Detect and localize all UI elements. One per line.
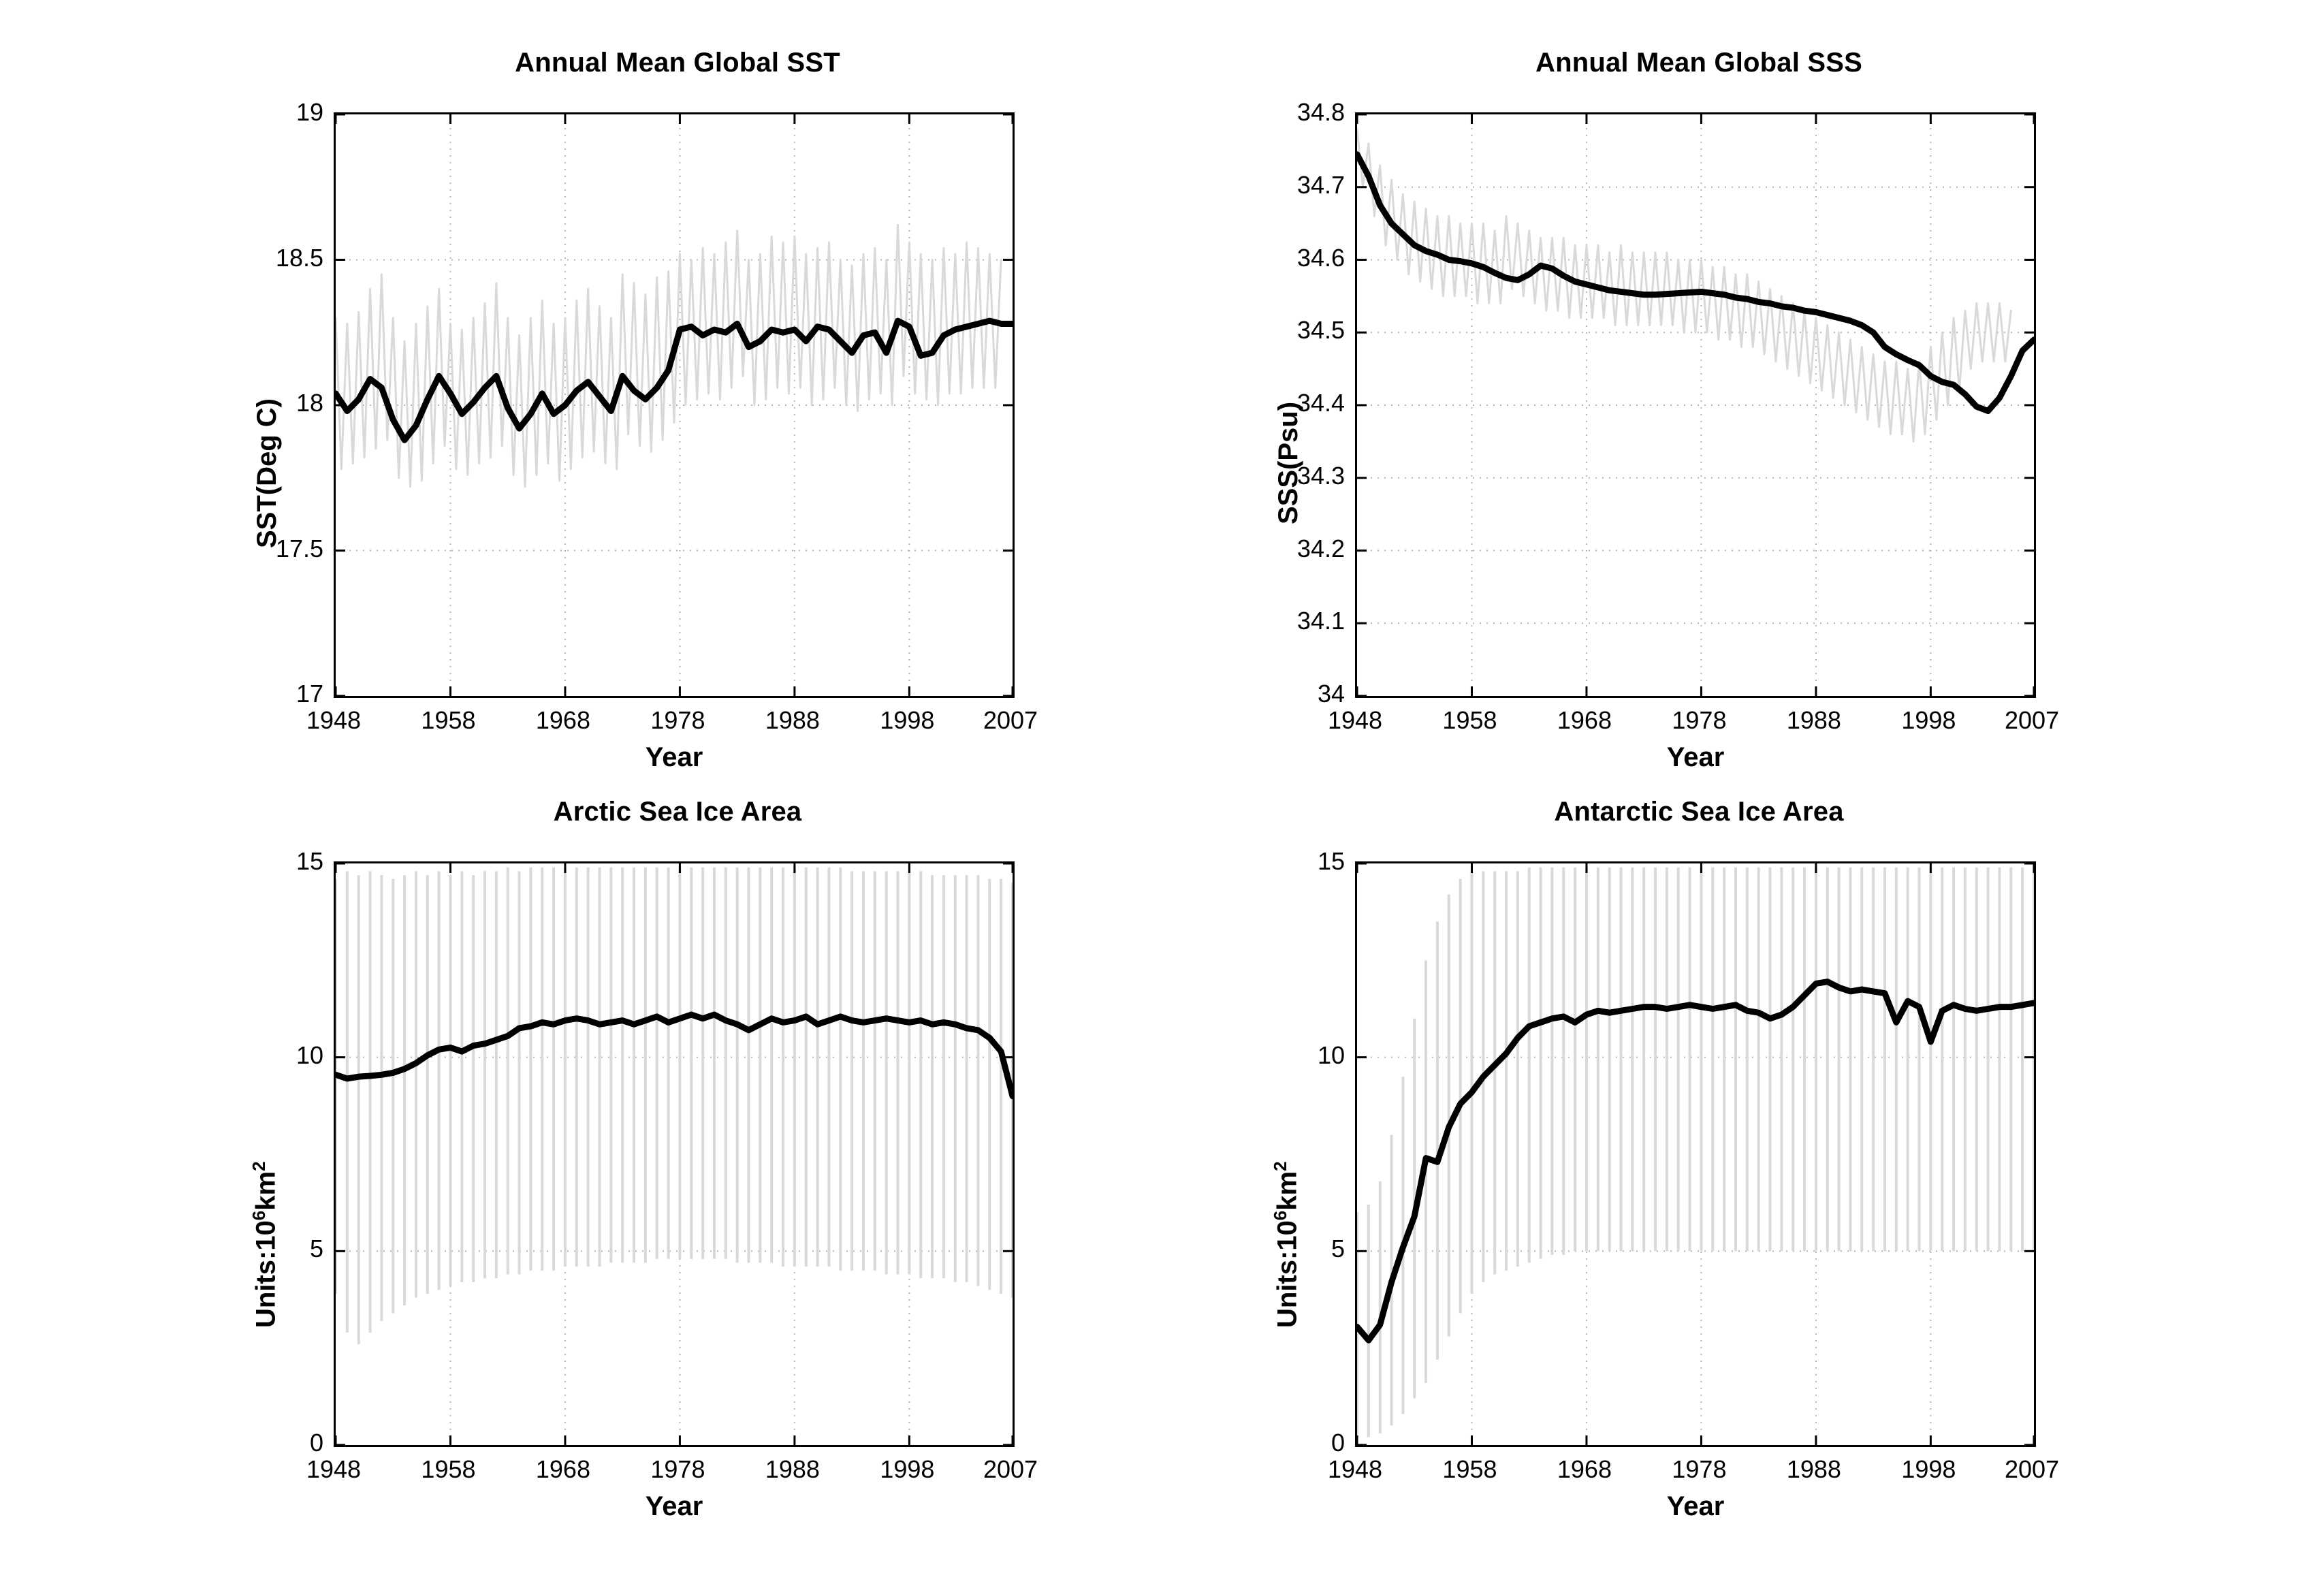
y-tick-label: 19 xyxy=(296,98,323,126)
x-tick-label: 1998 xyxy=(1901,1455,1956,1483)
x-tick-label: 1998 xyxy=(1901,706,1956,734)
x-tick-label: 1948 xyxy=(1327,706,1383,734)
x-tick-label: 1978 xyxy=(1672,706,1727,734)
panel-sst xyxy=(225,41,1130,772)
panel-sss xyxy=(1246,41,2152,772)
x-tick-label: 1958 xyxy=(421,706,476,734)
x-tick-label: 1998 xyxy=(880,706,935,734)
panel-title-sss: Annual Mean Global SSS xyxy=(1535,48,1863,78)
y-axis-label-arctic: $Units:10^6km^2$ xyxy=(249,1161,281,1328)
y-tick-label: 5 xyxy=(309,1235,323,1263)
x-tick-label: 1968 xyxy=(1557,706,1612,734)
x-tick-label: 1978 xyxy=(650,1455,705,1483)
x-tick-label: 1968 xyxy=(1557,1455,1612,1483)
x-tick-label: 1958 xyxy=(1442,706,1497,734)
y-tick-label: 10 xyxy=(1317,1040,1345,1069)
y-tick-label: 0 xyxy=(1331,1429,1345,1457)
y-tick-label: 34.3 xyxy=(1296,461,1345,490)
y-tick-label: 34.1 xyxy=(1296,607,1345,635)
x-tick-label: 2007 xyxy=(983,1455,1038,1483)
x-axis-label-antarctic: Year xyxy=(1666,1491,1725,1521)
x-tick-label: 1988 xyxy=(765,1455,820,1483)
y-tick-label: 15 xyxy=(1317,847,1345,875)
x-tick-label: 1978 xyxy=(650,706,705,734)
y-tick-label: 17 xyxy=(296,680,323,708)
plot-area-sst xyxy=(334,112,1015,698)
y-tick-label: 18 xyxy=(296,389,323,417)
y-tick-label: 5 xyxy=(1331,1235,1345,1263)
y-tick-label: 34.5 xyxy=(1296,316,1345,345)
x-tick-label: 1988 xyxy=(765,706,820,734)
y-tick-label: 34.6 xyxy=(1296,243,1345,272)
x-tick-label: 1948 xyxy=(306,706,362,734)
y-tick-label: 34 xyxy=(1317,680,1345,708)
x-tick-label: 2007 xyxy=(2004,706,2060,734)
x-axis-label-sst: Year xyxy=(645,742,703,772)
y-axis-label-sss: SSS(Psu) xyxy=(1273,401,1303,524)
panel-arctic xyxy=(225,790,1130,1539)
y-tick-label: 10 xyxy=(296,1040,323,1069)
x-tick-label: 1998 xyxy=(880,1455,935,1483)
x-axis-label-sss: Year xyxy=(1666,742,1725,772)
x-tick-label: 1978 xyxy=(1672,1455,1727,1483)
plot-area-sss xyxy=(1355,112,2036,698)
y-axis-label-sst: SST(Deg C) xyxy=(252,398,282,548)
x-axis-label-arctic: Year xyxy=(645,1491,703,1521)
x-tick-label: 1968 xyxy=(535,1455,590,1483)
plot-area-arctic xyxy=(334,861,1015,1447)
y-tick-label: 34.7 xyxy=(1296,170,1345,199)
y-tick-label: 34.4 xyxy=(1296,389,1345,417)
y-tick-label: 17.5 xyxy=(275,534,323,562)
y-tick-label: 34.8 xyxy=(1296,98,1345,126)
x-tick-label: 2007 xyxy=(2004,1455,2060,1483)
x-tick-label: 1988 xyxy=(1786,706,1841,734)
x-tick-label: 1968 xyxy=(535,706,590,734)
y-tick-label: 15 xyxy=(296,847,323,875)
x-tick-label: 1948 xyxy=(306,1455,362,1483)
panel-title-sst: Annual Mean Global SST xyxy=(515,48,840,78)
x-tick-label: 1948 xyxy=(1327,1455,1383,1483)
panel-title-antarctic: Antarctic Sea Ice Area xyxy=(1554,797,1844,827)
panel-title-arctic: Arctic Sea Ice Area xyxy=(553,797,802,827)
x-tick-label: 1958 xyxy=(1442,1455,1497,1483)
plot-area-antarctic xyxy=(1355,861,2036,1447)
x-tick-label: 2007 xyxy=(983,706,1038,734)
y-tick-label: 18.5 xyxy=(275,243,323,272)
y-tick-label: 34.2 xyxy=(1296,534,1345,562)
x-tick-label: 1988 xyxy=(1786,1455,1841,1483)
y-tick-label: 0 xyxy=(309,1429,323,1457)
x-tick-label: 1958 xyxy=(421,1455,476,1483)
y-axis-label-antarctic: $Units:10^6km^2$ xyxy=(1270,1161,1303,1328)
panel-antarctic xyxy=(1246,790,2152,1539)
